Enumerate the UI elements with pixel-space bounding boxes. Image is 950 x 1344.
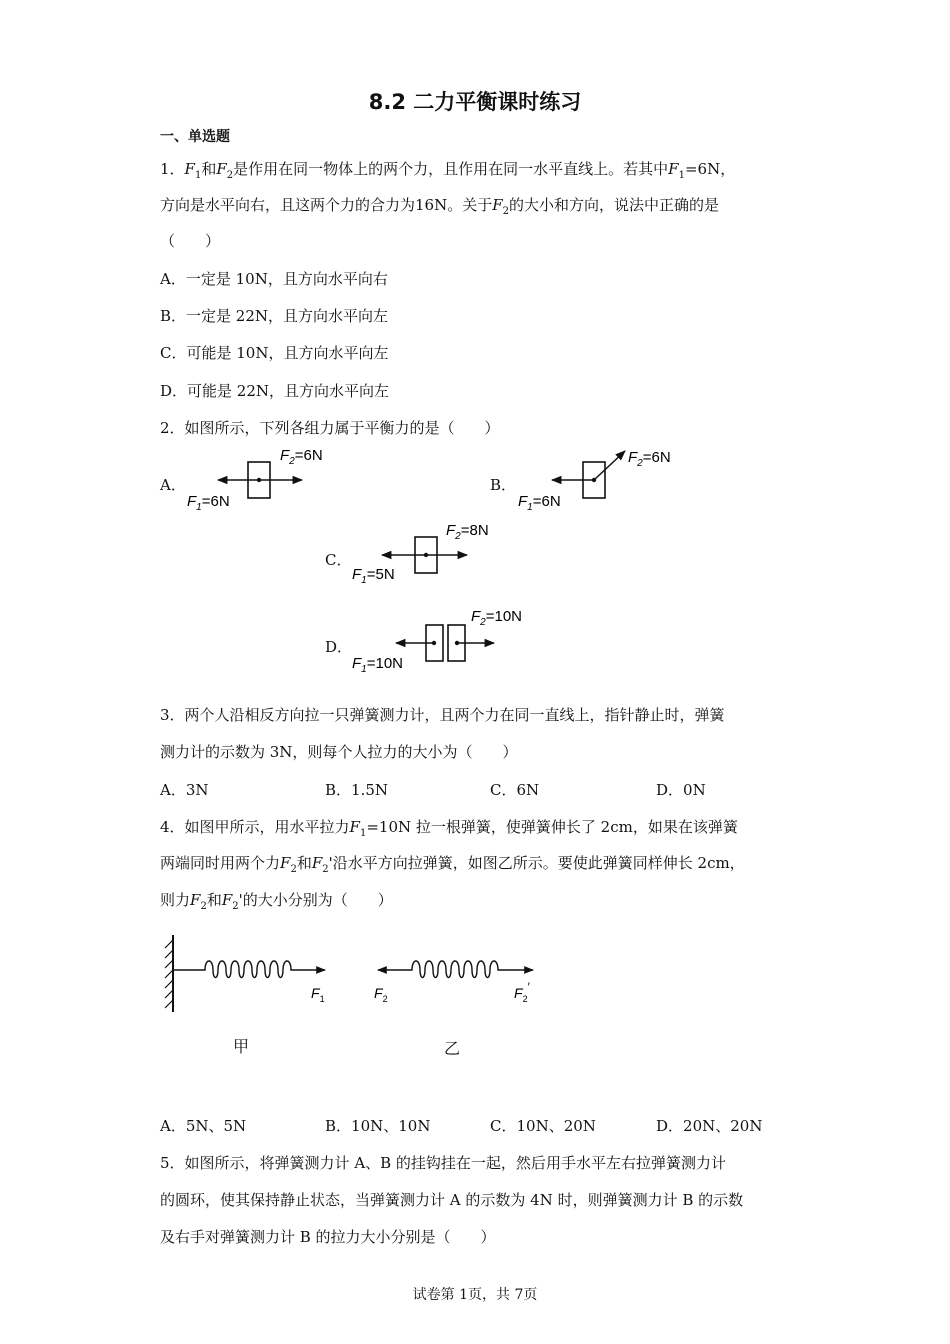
var-f: F bbox=[216, 160, 227, 178]
force-label-f1: $F_1$ bbox=[311, 985, 325, 1004]
var-f: F bbox=[221, 891, 233, 909]
q1-option-a: A．一定是 10N，且方向水平向右 bbox=[160, 270, 388, 288]
q2-figure-a bbox=[187, 447, 323, 513]
q4-option-a: A．5N、5N bbox=[160, 1117, 247, 1135]
force-label-f2: $F_2=6N$ bbox=[628, 449, 671, 469]
q4-line-1 bbox=[160, 816, 738, 839]
q4-line-2 bbox=[160, 852, 745, 875]
q2-figure-c bbox=[352, 522, 489, 586]
var-f: F bbox=[668, 160, 679, 178]
q4-option-b: B．10N、10N bbox=[325, 1117, 431, 1135]
page-title: 8.2 二力平衡课时练习 bbox=[368, 90, 582, 114]
var-sub: 2 bbox=[232, 901, 239, 912]
q1-option-b: B．一定是 22N，且方向水平向左 bbox=[160, 307, 389, 325]
q4-figure-yi bbox=[374, 961, 533, 1004]
force-label-f2: $F_2=10N$ bbox=[471, 608, 523, 628]
q2-stem: 2．如图所示，下列各组力属于平衡力的是（ ） bbox=[160, 419, 500, 437]
text: =10N 拉一根弹簧，使弹簧伸长了 2cm，如果在该弹簧 bbox=[366, 818, 738, 836]
q1-number: 1． bbox=[160, 160, 185, 178]
q3-option-b: B．1.5N bbox=[325, 781, 389, 799]
wall-hatching bbox=[165, 940, 173, 1008]
q3-option-d: D．0N bbox=[656, 781, 706, 799]
q4-caption-jia: 甲 bbox=[233, 1037, 250, 1056]
var-sub: 2 bbox=[502, 206, 510, 217]
text: '沿水平方向拉弹簧，如图乙所示。要使此弹簧同样伸长 2cm， bbox=[328, 854, 745, 872]
q2-figure-d bbox=[352, 608, 522, 675]
var-sub: 1 bbox=[678, 170, 685, 181]
q3-option-c: C．6N bbox=[490, 781, 540, 799]
q4-caption-yi: 乙 bbox=[444, 1039, 461, 1058]
force-label-f2: $F_2=6N$ bbox=[280, 447, 323, 467]
section-heading: 一、单选题 bbox=[160, 129, 230, 145]
text: 是作用在同一物体上的两个力，且作用在同一水平直线上。若其中 bbox=[233, 160, 669, 178]
q2-label-d: D． bbox=[325, 638, 353, 656]
q4-option-c: C．10N、20N bbox=[490, 1117, 596, 1135]
var-sub: 2 bbox=[226, 170, 234, 181]
q2-label-a: A． bbox=[160, 476, 186, 494]
force-label-f2: $F_2$ bbox=[374, 985, 388, 1004]
q5-line-3: 及右手对弹簧测力计 B 的拉力大小分别是（ ） bbox=[160, 1228, 496, 1246]
text: 方向是水平向右，且这两个力的合力为16N。关于 bbox=[160, 196, 493, 214]
q1-option-d: D．可能是 22N，且方向水平向左 bbox=[160, 382, 390, 400]
text: 则力 bbox=[160, 891, 191, 909]
text: =6N， bbox=[684, 160, 736, 178]
q4-figure-jia bbox=[165, 935, 325, 1012]
force-label-f1: $F_1=6N$ bbox=[187, 493, 230, 513]
text: '的大小分别为（ ） bbox=[238, 891, 393, 909]
force-label-f1: $F_1=6N$ bbox=[518, 493, 561, 513]
page-footer: 试卷第 1页，共 7页 bbox=[412, 1287, 538, 1303]
force-label-f1: $F_1=5N$ bbox=[352, 566, 395, 586]
var-f: F bbox=[349, 818, 360, 836]
text: 和 bbox=[201, 160, 217, 178]
text: 的大小和方向，说法中正确的是 bbox=[509, 196, 720, 214]
q5-line-1: 5．如图所示，将弹簧测力计 A、B 的挂钩挂在一起，然后用手水平左右拉弹簧测力计 bbox=[160, 1154, 726, 1172]
text: 和 bbox=[206, 891, 222, 909]
force-label-f2-prime: $F_2'$ bbox=[514, 980, 530, 1004]
spring-coil bbox=[173, 961, 293, 978]
q4-line-3 bbox=[160, 889, 393, 912]
var-sub: 1 bbox=[359, 828, 367, 839]
text: 两端同时用两个力 bbox=[160, 854, 281, 872]
force-arrow-f2 bbox=[594, 451, 625, 480]
force-label-f1: $F_1=10N$ bbox=[352, 655, 404, 675]
q3-line-2: 测力计的示数为 3N，则每个人拉力的大小为（ ） bbox=[160, 743, 518, 761]
var-sub: 2 bbox=[290, 864, 297, 875]
q2-figure-b bbox=[518, 449, 671, 513]
var-f: F bbox=[184, 160, 195, 178]
var-f: F bbox=[492, 196, 503, 214]
force-label-f2: $F_2=8N$ bbox=[446, 522, 489, 542]
var-f: F bbox=[190, 891, 201, 909]
var-sub: 2 bbox=[322, 864, 329, 875]
var-sub: 1 bbox=[194, 170, 202, 181]
var-f: F bbox=[311, 854, 323, 872]
text: 4．如图甲所示，用水平拉力 bbox=[160, 818, 350, 836]
q5-line-2: 的圆环，使其保持静止状态，当弹簧测力计 A 的示数为 4N 时，则弹簧测力计 B 的示数 bbox=[160, 1191, 744, 1209]
q4-option-d: D．20N、20N bbox=[656, 1117, 763, 1135]
spring-coil bbox=[410, 961, 500, 978]
q3-line-1: 3．两个人沿相反方向拉一只弹簧测力计，且两个力在同一直线上，指针静止时，弹簧 bbox=[160, 706, 725, 724]
var-sub: 2 bbox=[200, 901, 207, 912]
q3-option-a: A．3N bbox=[160, 781, 209, 799]
q2-label-c: C． bbox=[325, 551, 352, 569]
q1-line-3: （ ） bbox=[160, 232, 221, 250]
q2-label-b: B． bbox=[490, 476, 517, 494]
text: 和 bbox=[296, 854, 312, 872]
q1-option-c: C．可能是 10N，且方向水平向左 bbox=[160, 344, 389, 362]
var-f: F bbox=[280, 854, 291, 872]
